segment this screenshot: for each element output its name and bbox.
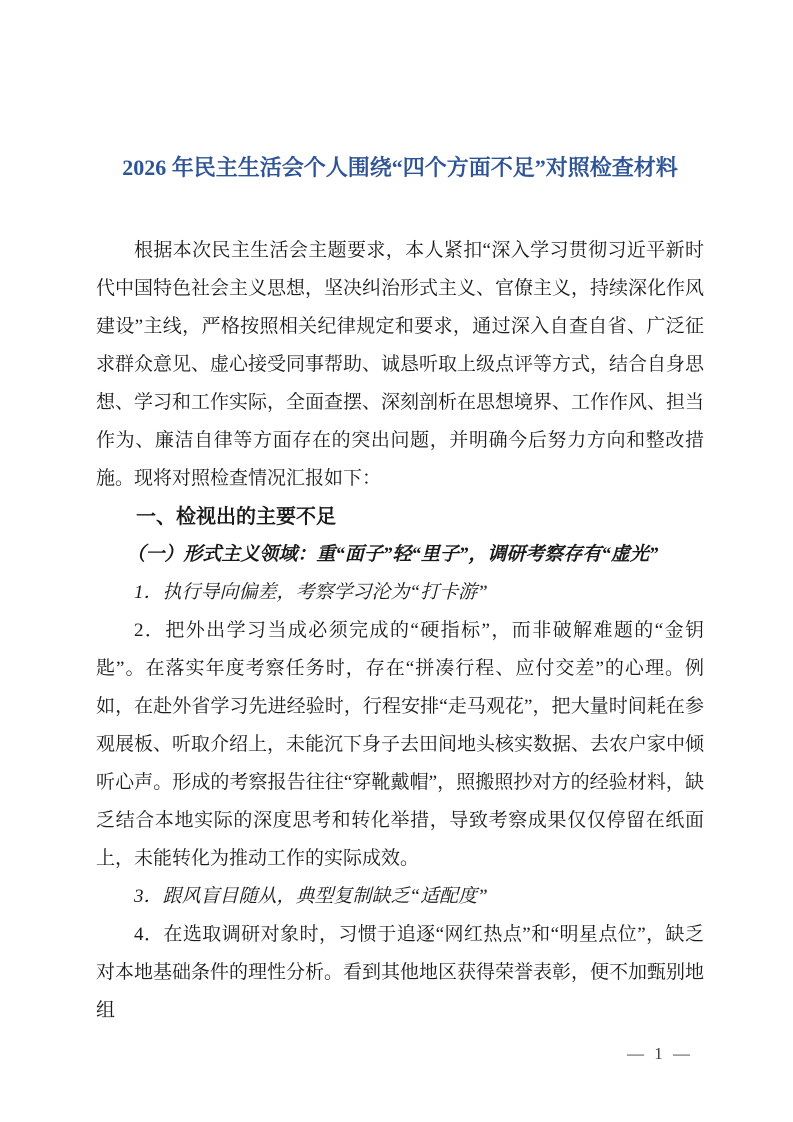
document-title: 2026 年民主生活会个人围绕“四个方面不足”对照检查材料 <box>122 155 678 180</box>
paragraph-intro: 根据本次民主生活会主题要求，本人紧扣“深入学习贯彻习近平新时代中国特色社会主义思想，坚决纠治形式主义、官僚主义，持续深化作风建设”主线，严格按照相关纪律规定和要求，通过深入自查自省、广泛征求群众意见、虚心接受同事帮助、诚恳听取上级点评等方式，结合自身思想、学习和工作实际，全面查摆、深刻剖析在思想境界、工作作风、担当作为、廉洁自律等方面存在的突出问题，并明确今后努力方向和整改措施。现将对照检查情况汇报如下： <box>96 240 705 489</box>
subsection-heading-formalism: （一）形式主义领域：重“面子”轻“里子”，调研考察存有“虚光” <box>126 544 659 565</box>
item-heading-1: 1．执行导向偏差，考察学习沦为“打卡游” <box>134 582 488 603</box>
item-heading-3: 3．跟风盲目随从，典型复制缺乏“适配度” <box>134 886 488 907</box>
page-number: — 1 — <box>627 1044 693 1063</box>
section-heading-main-deficiencies: 一、检视出的主要不足 <box>136 506 336 528</box>
paragraph-item-2: 2．把外出学习当成必须完成的“硬指标”，而非破解难题的“金钥匙”。在落实年度考察任务时，存在“拼凑行程、应付交差”的心理。例如，在赴外省学习先进经验时，行程安排“走马观花”，把大量时间耗在参观展板、听取介绍上，未能沉下身子去田间地头核实数据、去农户家中倾听心声。形成的考察报告往往“穿靴戴帽”，照搬照抄对方的经验材料，缺乏结合本地实际的深度思考和转化举措，导致考察成果仅仅停留在纸面上，未能转化为推动工作的实际成效。 <box>96 620 705 869</box>
paragraph-item-4: 4．在选取调研对象时，习惯于追逐“网红热点”和“明星点位”，缺乏对本地基础条件的理性分析。看到其他地区获得荣誉表彰，便不加甄别地组 <box>96 924 705 1021</box>
